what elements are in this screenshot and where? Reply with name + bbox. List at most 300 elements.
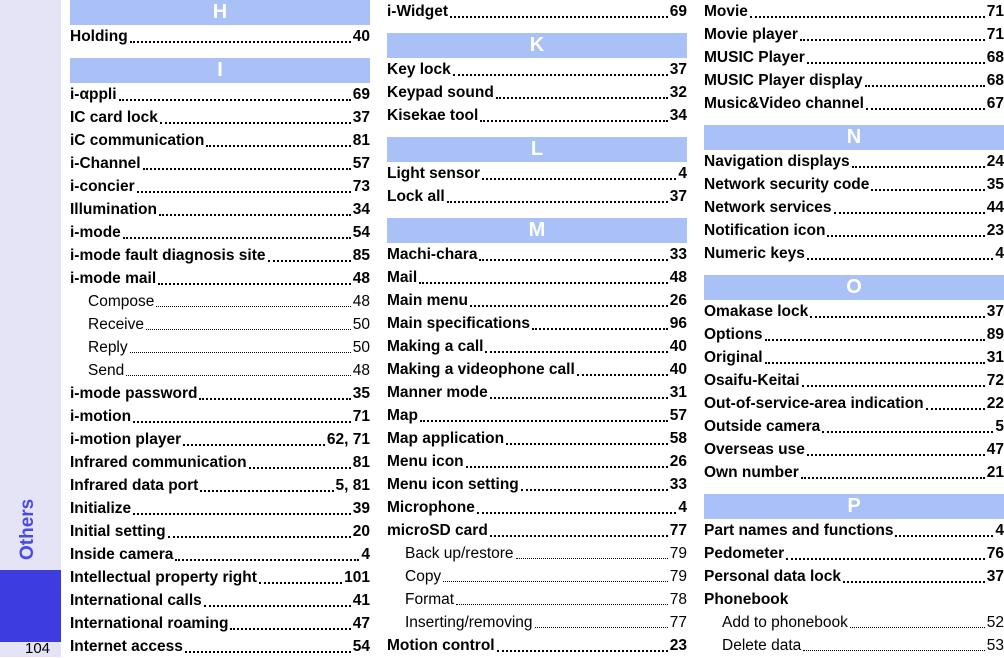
entry-page: 33 <box>669 245 687 263</box>
index-entry[interactable] <box>704 438 1004 461</box>
index-entry[interactable] <box>704 323 1004 346</box>
entry-page: 23 <box>986 221 1004 239</box>
index-entry[interactable] <box>387 185 687 208</box>
leader-dots <box>259 582 342 584</box>
entry-term: i-mode fault diagnosis site <box>70 246 266 264</box>
index-entry[interactable] <box>70 566 370 589</box>
entry-term: Map application <box>387 429 505 447</box>
entry-page: 69 <box>669 2 687 20</box>
entry-page: 50 <box>352 315 370 333</box>
entry-term: Omakase lock <box>704 302 809 320</box>
entry-term: Initial setting <box>70 522 166 540</box>
entry-page: 37 <box>986 567 1004 585</box>
entry-term: Delete data <box>722 636 802 654</box>
index-subentry[interactable] <box>70 336 370 359</box>
entry-page: 40 <box>352 27 370 45</box>
entry-page: 79 <box>669 544 687 562</box>
entry-page: 21 <box>986 463 1004 481</box>
index-entry[interactable] <box>387 266 687 289</box>
entry-page: 24 <box>986 152 1004 170</box>
leader-dots <box>521 489 668 491</box>
entry-page: 37 <box>352 108 370 126</box>
index-subentry[interactable] <box>387 542 687 565</box>
index-subentry[interactable] <box>387 611 687 634</box>
section-header-i: I <box>70 58 370 83</box>
entry-term: Copy <box>405 567 442 585</box>
entry-term: Own number <box>704 463 799 481</box>
entry-term: Inserting/removing <box>405 613 533 631</box>
entry-page: 54 <box>352 637 370 655</box>
index-entry[interactable] <box>704 150 1004 173</box>
index-entry[interactable] <box>387 104 687 127</box>
entry-term: Making a videophone call <box>387 360 575 378</box>
entry-page: 50 <box>352 338 370 356</box>
entry-page: 4 <box>995 244 1004 262</box>
leader-dots <box>532 328 668 330</box>
leader-dots <box>506 443 668 445</box>
index-entry[interactable] <box>70 83 370 106</box>
index-entry[interactable] <box>70 382 370 405</box>
entry-page: 69 <box>352 85 370 103</box>
leader-dots <box>807 258 994 260</box>
leader-dots <box>159 214 351 216</box>
entry-term: Motion control <box>387 636 495 654</box>
entry-term: i-mode <box>70 223 121 241</box>
index-entry[interactable] <box>70 474 370 497</box>
leader-dots <box>479 259 667 261</box>
leader-dots <box>477 512 677 514</box>
leader-dots <box>268 260 351 262</box>
entry-page: 4 <box>361 545 370 563</box>
leader-dots <box>456 604 668 605</box>
entry-page: 71 <box>352 407 370 425</box>
index-subentry[interactable] <box>387 588 687 611</box>
entry-page: 71 <box>986 2 1004 20</box>
leader-dots <box>119 99 351 101</box>
index-entry[interactable] <box>70 25 370 48</box>
leader-dots <box>126 375 351 376</box>
leader-dots <box>133 513 351 515</box>
entry-term: Main menu <box>387 291 468 309</box>
entry-term: i-motion player <box>70 430 182 448</box>
index-entry[interactable] <box>387 473 687 496</box>
index-entry[interactable] <box>387 634 687 657</box>
entry-term: Pedometer <box>704 544 785 562</box>
index-entry[interactable] <box>70 635 370 658</box>
index-entry[interactable] <box>704 92 1004 115</box>
entry-page: 85 <box>352 246 370 264</box>
entry-page: 68 <box>986 48 1004 66</box>
leader-dots <box>834 212 985 214</box>
entry-term: i-αppli <box>70 85 117 103</box>
leader-dots <box>480 120 667 122</box>
index-entry[interactable] <box>704 588 1004 611</box>
entry-page: 52 <box>986 613 1004 631</box>
entry-term: i-Widget <box>387 2 448 20</box>
leader-dots <box>802 385 985 387</box>
leader-dots <box>204 605 351 607</box>
index-entry[interactable] <box>70 405 370 428</box>
entry-page: 77 <box>669 613 687 631</box>
entry-term: Internet access <box>70 637 183 655</box>
index-entry[interactable] <box>704 300 1004 323</box>
entry-page: 48 <box>669 268 687 286</box>
leader-dots <box>137 191 351 193</box>
entry-term: Back up/restore <box>405 544 514 562</box>
entry-term: Part names and functions <box>704 521 894 539</box>
leader-dots <box>230 628 350 630</box>
leader-dots <box>822 431 993 433</box>
entry-term: Initialize <box>70 499 132 517</box>
index-entry[interactable] <box>70 221 370 244</box>
leader-dots <box>470 305 668 307</box>
index-subentry[interactable] <box>704 634 1004 657</box>
leader-dots <box>453 74 668 76</box>
entry-page: 101 <box>344 568 370 586</box>
leader-dots <box>490 397 668 399</box>
entry-page: 5, 81 <box>335 476 370 494</box>
leader-dots <box>447 201 668 203</box>
entry-term: Network security code <box>704 175 870 193</box>
entry-term: Send <box>88 361 125 379</box>
section-label: Others <box>17 498 38 560</box>
entry-page: 41 <box>352 591 370 609</box>
entry-term: Numeric keys <box>704 244 805 262</box>
entry-term: Out-of-service-area indication <box>704 394 924 412</box>
entry-page: 44 <box>986 198 1004 216</box>
entry-term: Overseas use <box>704 440 805 458</box>
index-entry[interactable] <box>704 69 1004 92</box>
entry-page: 20 <box>352 522 370 540</box>
entry-term: Lock all <box>387 187 445 205</box>
leader-dots <box>516 558 668 559</box>
index-entry[interactable] <box>704 392 1004 415</box>
leader-dots <box>803 650 984 651</box>
entry-page: 89 <box>986 325 1004 343</box>
entry-page: 47 <box>352 614 370 632</box>
entry-term: Keypad sound <box>387 83 494 101</box>
index-entry[interactable] <box>387 358 687 381</box>
leader-dots <box>765 339 985 341</box>
entry-page: 33 <box>669 475 687 493</box>
index-entry[interactable] <box>70 589 370 612</box>
leader-dots <box>577 374 668 376</box>
leader-dots <box>800 39 985 41</box>
index-entry[interactable] <box>704 542 1004 565</box>
entry-term: Phonebook <box>704 590 789 608</box>
leader-dots <box>143 168 351 170</box>
leader-dots <box>807 62 985 64</box>
entry-term: Original <box>704 348 763 366</box>
index-subentry[interactable] <box>70 290 370 313</box>
entry-page: 77 <box>669 521 687 539</box>
entry-page: 96 <box>669 314 687 332</box>
entry-page: 35 <box>352 384 370 402</box>
entry-term: Osaifu-Keitai <box>704 371 800 389</box>
index-entry[interactable] <box>70 244 370 267</box>
leader-dots <box>185 651 351 653</box>
index-entry[interactable] <box>387 496 687 519</box>
entry-page: 4 <box>678 498 687 516</box>
leader-dots <box>871 189 984 191</box>
index-entry[interactable] <box>387 404 687 427</box>
entry-page: 57 <box>352 154 370 172</box>
entry-page: 39 <box>352 499 370 517</box>
index-entry[interactable] <box>704 0 1004 23</box>
index-entry[interactable] <box>704 46 1004 69</box>
entry-term: MUSIC Player <box>704 48 805 66</box>
leader-dots <box>485 351 667 353</box>
index-entry[interactable] <box>387 519 687 542</box>
index-entry[interactable] <box>704 519 1004 542</box>
leader-dots <box>158 283 351 285</box>
entry-page: 48 <box>352 292 370 310</box>
entry-term: i-concier <box>70 177 135 195</box>
entry-page: 31 <box>986 348 1004 366</box>
entry-page: 62, 71 <box>326 430 370 448</box>
leader-dots <box>156 306 350 307</box>
index-entry[interactable] <box>387 81 687 104</box>
entry-page: 71 <box>986 25 1004 43</box>
index-entry[interactable] <box>70 612 370 635</box>
section-header-h: H <box>70 0 370 25</box>
entry-term: microSD card <box>387 521 488 539</box>
index-entry[interactable] <box>387 162 687 185</box>
leader-dots <box>123 237 351 239</box>
leader-dots <box>827 235 984 237</box>
leader-dots <box>199 398 350 400</box>
entry-term: Personal data lock <box>704 567 841 585</box>
index-entry[interactable] <box>704 346 1004 369</box>
entry-page: 32 <box>669 83 687 101</box>
index-entry[interactable] <box>704 23 1004 46</box>
entry-term: Kisekae tool <box>387 106 479 124</box>
index-column-2 <box>387 0 687 657</box>
entry-page: 23 <box>669 636 687 654</box>
leader-dots <box>130 41 351 43</box>
entry-term: Mail <box>387 268 418 286</box>
entry-page: 48 <box>352 361 370 379</box>
index-entry[interactable] <box>704 196 1004 219</box>
leader-dots <box>810 316 984 318</box>
index-entry[interactable] <box>387 243 687 266</box>
leader-dots <box>420 420 668 422</box>
section-header-p: P <box>704 494 1004 519</box>
entry-term: International roaming <box>70 614 229 632</box>
entry-term: Reply <box>88 338 128 356</box>
entry-page: 5 <box>995 417 1004 435</box>
entry-term: Intellectual property right <box>70 568 257 586</box>
index-entry[interactable] <box>70 198 370 221</box>
entry-term: Illumination <box>70 200 157 218</box>
leader-dots <box>850 627 985 628</box>
leader-dots <box>146 329 351 330</box>
entry-term: Navigation displays <box>704 152 850 170</box>
entry-page: 48 <box>352 269 370 287</box>
leader-dots <box>490 535 668 537</box>
index-subentry[interactable] <box>704 611 1004 634</box>
section-header-k: K <box>387 33 687 58</box>
leader-dots <box>496 97 668 99</box>
entry-term: Format <box>405 590 455 608</box>
entry-page: 26 <box>669 291 687 309</box>
entry-term: Compose <box>88 292 155 310</box>
entry-term: MUSIC Player display <box>704 71 863 89</box>
index-column-1 <box>70 0 370 658</box>
entry-term: Key lock <box>387 60 451 78</box>
entry-term: Main specifications <box>387 314 530 332</box>
entry-page: 35 <box>986 175 1004 193</box>
entry-page: 37 <box>669 60 687 78</box>
leader-dots <box>535 627 668 628</box>
entry-page: 26 <box>669 452 687 470</box>
leader-dots <box>130 352 351 353</box>
index-entry[interactable] <box>704 415 1004 438</box>
index-entry[interactable] <box>387 289 687 312</box>
index-entry[interactable] <box>70 152 370 175</box>
section-header-n: N <box>704 125 1004 150</box>
entry-term: Movie player <box>704 25 798 43</box>
leader-dots <box>206 145 350 147</box>
entry-page: 37 <box>986 302 1004 320</box>
index-entry[interactable] <box>70 451 370 474</box>
entry-page: 4 <box>995 521 1004 539</box>
section-header-l: L <box>387 137 687 162</box>
index-entry[interactable] <box>70 520 370 543</box>
entry-page: 54 <box>352 223 370 241</box>
section-header-m: M <box>387 218 687 243</box>
entry-term: Movie <box>704 2 748 20</box>
leader-dots <box>843 581 985 583</box>
entry-page: 40 <box>669 337 687 355</box>
entry-term: Manner mode <box>387 383 488 401</box>
index-entry[interactable] <box>704 565 1004 588</box>
index-entry[interactable] <box>387 450 687 473</box>
entry-term: Machi-chara <box>387 245 478 263</box>
index-entry[interactable] <box>70 129 370 152</box>
leader-dots <box>168 536 351 538</box>
index-entry[interactable] <box>704 219 1004 242</box>
entry-page: 73 <box>352 177 370 195</box>
entry-page: 53 <box>986 636 1004 654</box>
index-entry[interactable] <box>70 428 370 451</box>
entry-page: 79 <box>669 567 687 585</box>
entry-page: 57 <box>669 406 687 424</box>
index-entry[interactable] <box>387 58 687 81</box>
index-entry[interactable] <box>704 461 1004 484</box>
entry-page: 67 <box>986 94 1004 112</box>
entry-term: Making a call <box>387 337 484 355</box>
sidebar <box>0 0 61 657</box>
entry-term: Infrared communication <box>70 453 247 471</box>
entry-term: Menu icon <box>387 452 464 470</box>
entry-term: Map <box>387 406 418 424</box>
entry-term: Network services <box>704 198 832 216</box>
entry-term: Music&Video channel <box>704 94 864 112</box>
entry-page: 78 <box>669 590 687 608</box>
entry-term: Outside camera <box>704 417 821 435</box>
entry-page: 47 <box>986 440 1004 458</box>
index-entry[interactable] <box>70 543 370 566</box>
leader-dots <box>750 16 985 18</box>
entry-term: IC card lock <box>70 108 158 126</box>
entry-term: Menu icon setting <box>387 475 519 493</box>
entry-term: Options <box>704 325 763 343</box>
entry-page: 40 <box>669 360 687 378</box>
leader-dots <box>807 454 985 456</box>
entry-term: i-mode password <box>70 384 198 402</box>
leader-dots <box>786 558 985 560</box>
index-entry[interactable] <box>704 242 1004 265</box>
entry-page: 4 <box>678 164 687 182</box>
index-entry[interactable] <box>387 427 687 450</box>
entry-term: Microphone <box>387 498 475 516</box>
entry-term: Inside camera <box>70 545 174 563</box>
leader-dots <box>200 490 333 492</box>
index-subentry[interactable] <box>70 359 370 382</box>
entry-term: International calls <box>70 591 202 609</box>
section-header-o: O <box>704 275 1004 300</box>
leader-dots <box>175 559 359 561</box>
entry-term: Light sensor <box>387 164 481 182</box>
entry-page: 22 <box>986 394 1004 412</box>
index-entry[interactable] <box>70 175 370 198</box>
entry-page: 34 <box>352 200 370 218</box>
entry-term: i-mode mail <box>70 269 157 287</box>
leader-dots <box>801 477 985 479</box>
leader-dots <box>160 122 351 124</box>
entry-page: 76 <box>986 544 1004 562</box>
leader-dots <box>895 535 993 537</box>
leader-dots <box>852 166 985 168</box>
leader-dots <box>450 16 668 18</box>
index-entry[interactable] <box>70 267 370 290</box>
entry-term: i-Channel <box>70 154 141 172</box>
index-column-3 <box>704 0 1004 657</box>
leader-dots <box>865 85 985 87</box>
index-entry[interactable] <box>387 312 687 335</box>
entry-term: Receive <box>88 315 144 333</box>
entry-term: Add to phonebook <box>722 613 848 631</box>
index-subentry[interactable] <box>387 565 687 588</box>
entry-page: 37 <box>669 187 687 205</box>
index-entry[interactable] <box>387 335 687 358</box>
index-entry[interactable] <box>704 173 1004 196</box>
entry-page: 81 <box>352 131 370 149</box>
index-entry[interactable] <box>387 381 687 404</box>
index-entry[interactable] <box>70 106 370 129</box>
leader-dots <box>443 581 668 582</box>
leader-dots <box>482 178 676 180</box>
leader-dots <box>133 421 351 423</box>
entry-page: 81 <box>352 453 370 471</box>
index-entry[interactable] <box>704 369 1004 392</box>
leader-dots <box>466 466 668 468</box>
index-entry[interactable] <box>387 0 687 23</box>
entry-term: Notification icon <box>704 221 826 239</box>
entry-page: 31 <box>669 383 687 401</box>
entry-page: 68 <box>986 71 1004 89</box>
index-subentry[interactable] <box>70 313 370 336</box>
entry-page: 34 <box>669 106 687 124</box>
entry-page: 72 <box>986 371 1004 389</box>
entry-page: 58 <box>669 429 687 447</box>
entry-term: Infrared data port <box>70 476 199 494</box>
leader-dots <box>497 650 668 652</box>
index-entry[interactable] <box>70 497 370 520</box>
entry-term: Holding <box>70 27 128 45</box>
leader-dots <box>183 444 325 446</box>
